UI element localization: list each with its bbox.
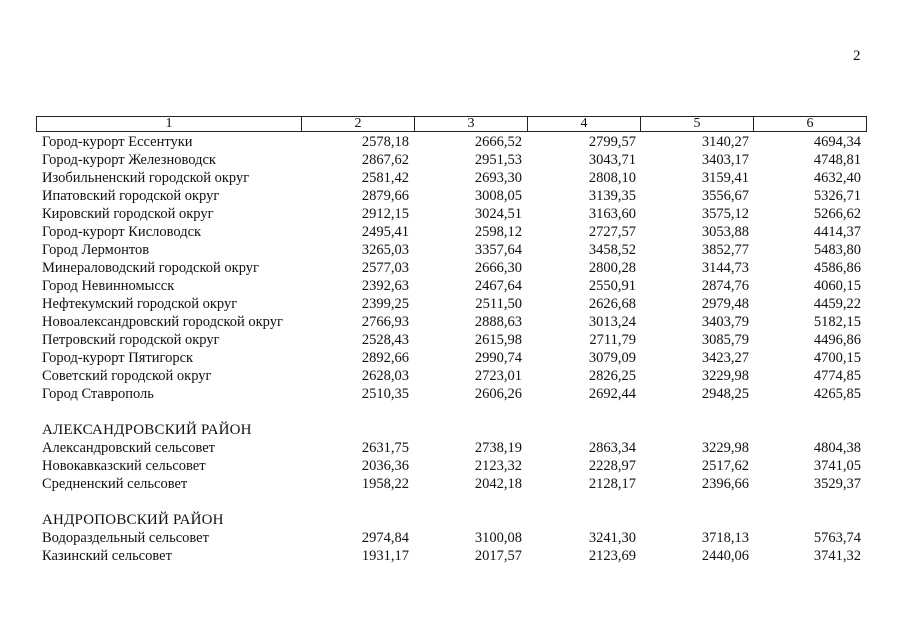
municipality-name: Минераловодский городской округ	[42, 260, 259, 276]
table-row	[0, 331, 901, 349]
value-col-4: 2863,34	[588, 440, 636, 456]
value-col-6: 5326,71	[813, 188, 861, 204]
value-col-6: 5182,15	[813, 314, 861, 330]
table-row	[0, 241, 901, 259]
value-col-5: 3144,73	[701, 260, 749, 276]
value-col-2: 2581,42	[361, 170, 409, 186]
value-col-2: 2766,93	[361, 314, 409, 330]
municipality-name: Город-курорт Кисловодск	[42, 224, 202, 240]
value-col-2: 2510,35	[361, 386, 409, 402]
value-col-2: 3265,03	[361, 242, 409, 258]
section-title: АЛЕКСАНДРОВСКИЙ РАЙОН	[42, 422, 252, 438]
value-col-6: 4459,22	[813, 296, 861, 312]
value-col-4: 2550,91	[588, 278, 636, 294]
value-col-6: 4804,38	[813, 440, 861, 456]
value-col-6: 3529,37	[813, 476, 861, 492]
table-row	[0, 151, 901, 169]
value-col-5: 3852,77	[701, 242, 749, 258]
header-col-1: 1	[37, 117, 302, 132]
value-col-5: 3423,27	[701, 350, 749, 366]
value-col-3: 2666,30	[474, 260, 522, 276]
value-col-4: 2123,69	[588, 548, 636, 564]
value-col-4: 2808,10	[588, 170, 636, 186]
header-col-5: 5	[641, 117, 754, 132]
municipality-name: Водораздельный сельсовет	[42, 530, 209, 546]
value-col-5: 2517,62	[701, 458, 749, 474]
value-col-3: 2990,74	[474, 350, 522, 366]
value-col-4: 3043,71	[588, 152, 636, 168]
value-col-2: 2399,25	[361, 296, 409, 312]
value-col-5: 2948,25	[701, 386, 749, 402]
value-col-3: 2467,64	[474, 278, 522, 294]
value-col-5: 3159,41	[701, 170, 749, 186]
row-spacer	[0, 403, 901, 421]
value-col-2: 2495,41	[361, 224, 409, 240]
municipality-name: Город-курорт Железноводск	[42, 152, 216, 168]
value-col-2: 1931,17	[361, 548, 409, 564]
value-col-4: 2826,25	[588, 368, 636, 384]
municipality-name: Кировский городской округ	[42, 206, 214, 222]
table-row	[0, 349, 901, 367]
municipality-name: Новокавказский сельсовет	[42, 458, 206, 474]
municipality-name: Изобильненский городской округ	[42, 170, 250, 186]
value-col-2: 2879,66	[361, 188, 409, 204]
value-col-4: 3013,24	[588, 314, 636, 330]
value-col-4: 2128,17	[588, 476, 636, 492]
value-col-5: 3718,13	[701, 530, 749, 546]
value-col-5: 3085,79	[701, 332, 749, 348]
value-col-5: 3140,27	[701, 134, 749, 150]
value-col-2: 2392,63	[361, 278, 409, 294]
value-col-6: 4414,37	[813, 224, 861, 240]
value-col-3: 2888,63	[474, 314, 522, 330]
value-col-6: 3741,32	[813, 548, 861, 564]
value-col-6: 5763,74	[813, 530, 861, 546]
value-col-6: 4774,85	[813, 368, 861, 384]
value-col-5: 3403,17	[701, 152, 749, 168]
municipality-name: Город Ставрополь	[42, 386, 154, 402]
row-spacer	[0, 493, 901, 511]
value-col-2: 1958,22	[361, 476, 409, 492]
value-col-6: 4496,86	[813, 332, 861, 348]
municipality-name: Александровский сельсовет	[42, 440, 216, 456]
table-row	[0, 529, 901, 547]
municipality-name: Советский городской округ	[42, 368, 212, 384]
value-col-6: 4748,81	[813, 152, 861, 168]
value-col-2: 2867,62	[361, 152, 409, 168]
value-col-3: 2723,01	[474, 368, 522, 384]
municipality-name: Нефтекумский городской округ	[42, 296, 238, 312]
value-col-4: 2711,79	[589, 332, 636, 348]
municipality-name: Казинский сельсовет	[42, 548, 172, 564]
value-col-3: 2666,52	[474, 134, 522, 150]
table-row	[0, 259, 901, 277]
value-col-4: 3163,60	[588, 206, 636, 222]
value-col-3: 2042,18	[474, 476, 522, 492]
table-row	[0, 547, 901, 565]
table-row	[0, 313, 901, 331]
value-col-3: 2123,32	[474, 458, 522, 474]
value-col-5: 3229,98	[701, 440, 749, 456]
table-row	[0, 223, 901, 241]
value-col-2: 2631,75	[361, 440, 409, 456]
value-col-5: 2396,66	[701, 476, 749, 492]
value-col-6: 4700,15	[813, 350, 861, 366]
value-col-5: 3575,12	[701, 206, 749, 222]
value-col-3: 3024,51	[474, 206, 522, 222]
value-col-3: 3357,64	[474, 242, 522, 258]
value-col-4: 2800,28	[588, 260, 636, 276]
value-col-3: 2693,30	[474, 170, 522, 186]
value-col-4: 2626,68	[588, 296, 636, 312]
value-col-5: 2979,48	[701, 296, 749, 312]
value-col-2: 2974,84	[361, 530, 409, 546]
header-col-4: 4	[528, 117, 641, 132]
municipality-name: Средненский сельсовет	[42, 476, 188, 492]
table-row	[0, 277, 901, 295]
value-col-3: 2606,26	[474, 386, 522, 402]
value-col-6: 3741,05	[813, 458, 861, 474]
value-col-6: 4632,40	[813, 170, 861, 186]
municipality-name: Город Лермонтов	[42, 242, 150, 258]
value-col-3: 2017,57	[474, 548, 522, 564]
value-col-3: 2511,50	[475, 296, 522, 312]
value-col-4: 3139,35	[588, 188, 636, 204]
value-col-5: 3403,79	[701, 314, 749, 330]
table-row	[0, 457, 901, 475]
municipality-name: Город-курорт Ессентуки	[42, 134, 193, 150]
table-row	[0, 133, 901, 151]
value-col-2: 2892,66	[361, 350, 409, 366]
value-col-4: 2799,57	[588, 134, 636, 150]
value-col-6: 4694,34	[813, 134, 861, 150]
value-col-3: 3008,05	[474, 188, 522, 204]
value-col-2: 2528,43	[361, 332, 409, 348]
municipality-name: Город Невинномысск	[42, 278, 175, 294]
value-col-5: 3053,88	[701, 224, 749, 240]
section-heading	[0, 511, 901, 529]
header-col-2: 2	[302, 117, 415, 132]
municipality-name: Петровский городской округ	[42, 332, 220, 348]
table-row	[0, 295, 901, 313]
value-col-4: 3458,52	[588, 242, 636, 258]
table-row	[0, 169, 901, 187]
table-row	[0, 187, 901, 205]
value-col-6: 4586,86	[813, 260, 861, 276]
value-col-5: 2874,76	[701, 278, 749, 294]
value-col-4: 3241,30	[588, 530, 636, 546]
value-col-6: 5483,80	[813, 242, 861, 258]
table-row	[0, 475, 901, 493]
table-row	[0, 439, 901, 457]
municipality-name: Новоалександровский городской округ	[42, 314, 283, 330]
value-col-2: 2628,03	[361, 368, 409, 384]
municipality-name: Город-курорт Пятигорск	[42, 350, 194, 366]
table-row	[0, 367, 901, 385]
column-number-header	[36, 116, 867, 132]
value-col-3: 2738,19	[474, 440, 522, 456]
header-col-3: 3	[415, 117, 528, 132]
value-col-2: 2036,36	[361, 458, 409, 474]
value-col-3: 2951,53	[474, 152, 522, 168]
value-col-4: 2228,97	[588, 458, 636, 474]
value-col-5: 3229,98	[701, 368, 749, 384]
value-col-5: 3556,67	[701, 188, 749, 204]
table-body	[0, 133, 901, 565]
page-number: 2	[853, 48, 861, 64]
value-col-2: 2578,18	[361, 134, 409, 150]
value-col-3: 2598,12	[474, 224, 522, 240]
section-title: АНДРОПОВСКИЙ РАЙОН	[42, 512, 224, 528]
table-row	[0, 205, 901, 223]
value-col-2: 2912,15	[361, 206, 409, 222]
value-col-4: 3079,09	[588, 350, 636, 366]
value-col-2: 2577,03	[361, 260, 409, 276]
value-col-3: 2615,98	[474, 332, 522, 348]
section-heading	[0, 421, 901, 439]
value-col-3: 3100,08	[474, 530, 522, 546]
value-col-4: 2692,44	[588, 386, 636, 402]
municipality-name: Ипатовский городской округ	[42, 188, 220, 204]
value-col-6: 4265,85	[813, 386, 861, 402]
table-row	[0, 385, 901, 403]
value-col-4: 2727,57	[588, 224, 636, 240]
value-col-5: 2440,06	[701, 548, 749, 564]
header-col-6: 6	[754, 117, 867, 132]
value-col-6: 4060,15	[813, 278, 861, 294]
value-col-6: 5266,62	[813, 206, 861, 222]
